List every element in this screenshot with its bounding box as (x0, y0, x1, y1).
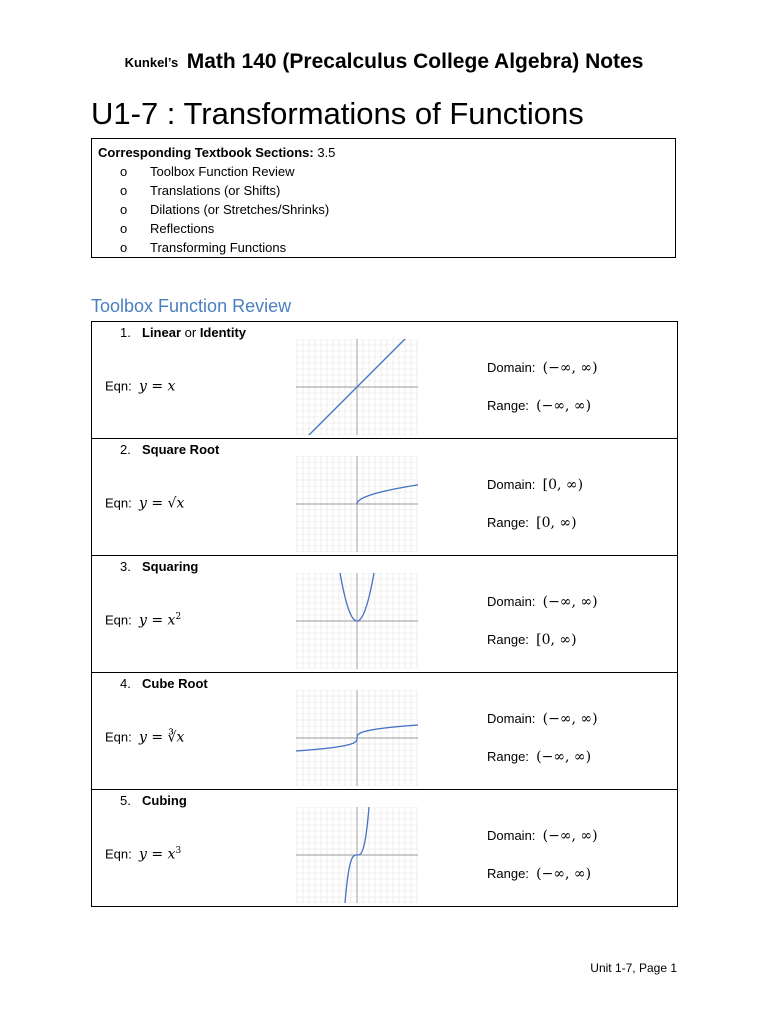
range-text: Range: [0, ∞) (487, 632, 577, 648)
page-footer: Unit 1-7, Page 1 (590, 961, 677, 975)
function-row-linear (92, 322, 677, 439)
function-graph (296, 573, 418, 669)
domain-text: Domain: (−∞, ∞) (487, 594, 598, 610)
function-title: 3. Squaring (120, 559, 199, 574)
function-curve (357, 485, 418, 504)
function-equation: Eqn: $y = x^3$ (105, 846, 182, 863)
bullet-icon: o (120, 202, 128, 217)
list-item: o Reflections (120, 221, 215, 236)
toolbox-function-table (91, 321, 678, 907)
domain-text: Domain: (−∞, ∞) (487, 360, 598, 376)
bullet-icon: o (120, 221, 128, 236)
function-row-squaring (92, 556, 677, 673)
sections-heading (98, 143, 675, 162)
header-author: Kunkel’s (124, 55, 179, 70)
range-text: Range: (−∞, ∞) (487, 749, 592, 765)
sections-value: 3.5 (317, 145, 336, 160)
list-item: o Translations (or Shifts) (120, 183, 281, 198)
function-equation: Eqn: y = x (105, 378, 176, 395)
header-course-title: Math 140 (Precalculus College Algebra) Notes (186, 50, 644, 73)
range-text: Range: (−∞, ∞) (487, 398, 592, 414)
function-row-cube-root (92, 673, 677, 790)
list-item: o Dilations (or Stretches/Shrinks) (120, 202, 330, 217)
bullet-icon: o (120, 164, 128, 179)
function-graph (296, 339, 418, 435)
function-title: 5. Cubing (120, 793, 187, 808)
list-item: o Transforming Functions (120, 240, 287, 255)
list-item: o Toolbox Function Review (120, 164, 295, 179)
function-equation: Eqn: y = ∛x (105, 729, 185, 746)
domain-text: Domain: (−∞, ∞) (487, 711, 598, 727)
function-graph (296, 456, 418, 552)
toolbox-heading: Toolbox Function Review (91, 296, 292, 316)
textbook-sections-box (91, 138, 676, 258)
function-graph (296, 807, 418, 903)
range-text: Range: [0, ∞) (487, 515, 577, 531)
function-title: 4. Cube Root (120, 676, 208, 691)
page-header (0, 50, 768, 74)
sections-label: Corresponding Textbook Sections: (98, 145, 314, 160)
sections-list (98, 162, 675, 257)
function-title: 2. Square Root (120, 442, 220, 457)
function-equation: Eqn: $y = x^2$ (105, 612, 182, 629)
bullet-icon: o (120, 183, 128, 198)
range-text: Range: (−∞, ∞) (487, 866, 592, 882)
function-equation: Eqn: y = √x (105, 495, 185, 512)
domain-text: Domain: [0, ∞) (487, 477, 584, 493)
function-graph (296, 690, 418, 786)
domain-text: Domain: (−∞, ∞) (487, 828, 598, 844)
function-title: 1. Linear or Identity (120, 325, 247, 340)
page-title: U1-7 : Transformations of Functions (91, 96, 584, 131)
function-row-square-root (92, 439, 677, 556)
bullet-icon: o (120, 240, 128, 255)
function-row-cubing (92, 790, 677, 906)
